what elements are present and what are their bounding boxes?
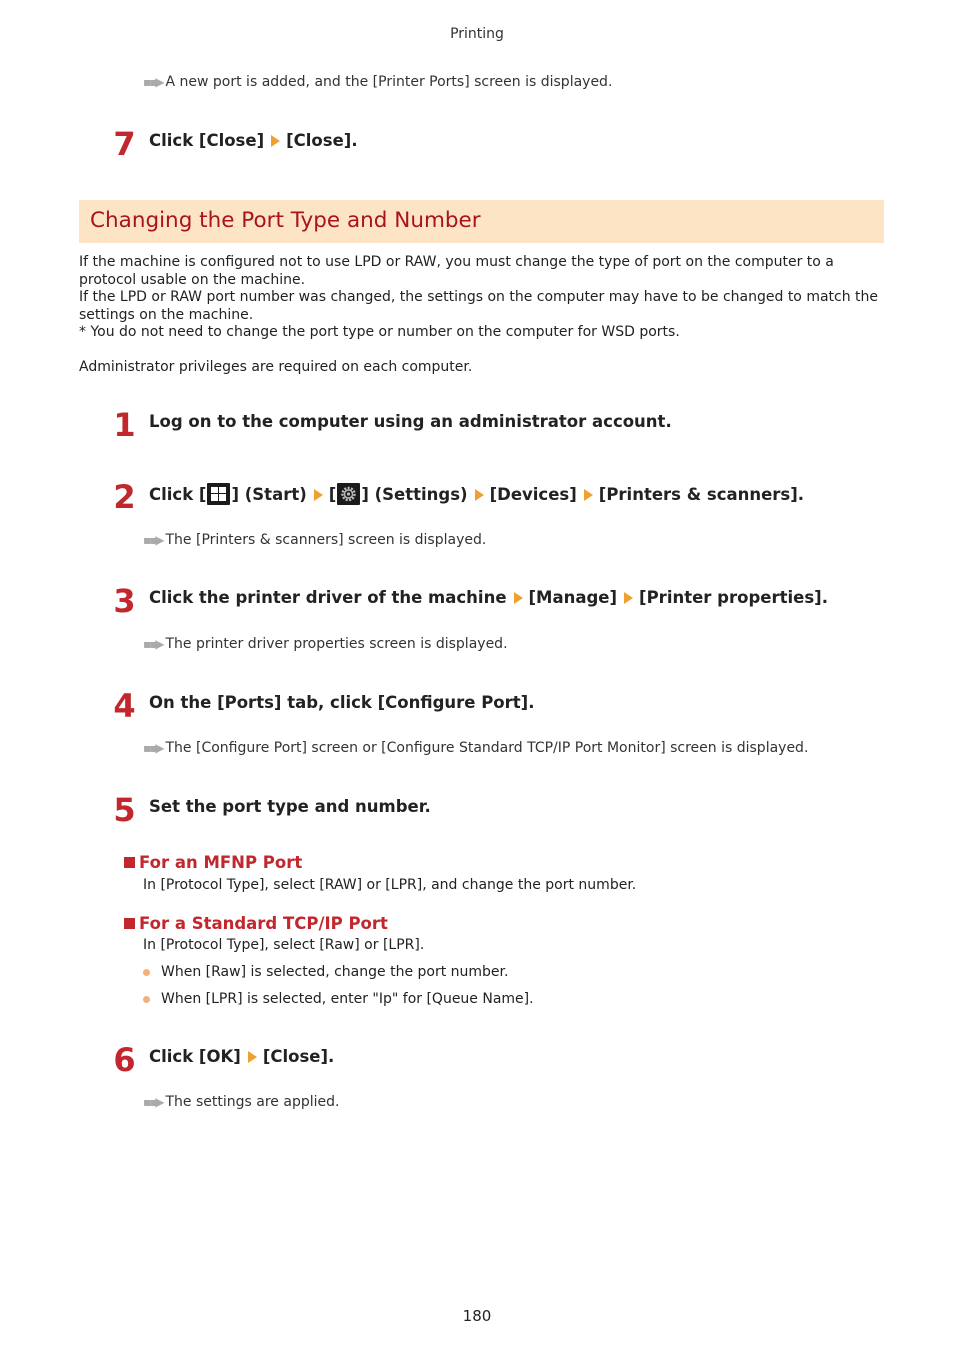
result-arrow-icon: ▪▪▶ [143,75,163,89]
step-7 [110,125,358,163]
step-3 [110,582,828,620]
arrow-right-icon [584,489,593,501]
intro-paragraph: If the machine is configured not to use LPD or RAW, you must change the type of port on the computer to a protocol usable on the machine. [79,254,834,288]
step-text: Click [OK] [Close]. [149,1047,335,1066]
prev-step-result: ▪▪▶ A new port is added, and the [Printer Ports] screen is displayed. [143,74,613,90]
step-number: 5 [113,791,135,829]
step-text: Click [Close] [Close]. [149,131,358,150]
step-3-result: ▪▪▶ The printer driver properties screen is displayed. [143,636,508,652]
page-number: 180 [462,1307,492,1325]
intro-note: * You do not need to change the port type or number on the computer for WSD ports. [79,324,680,340]
arrow-right-icon [514,592,523,604]
mfnp-heading: For an MFNP Port [124,853,302,872]
gear-icon [337,483,360,505]
mfnp-text: In [Protocol Type], select [RAW] or [LPR], and change the port number. [143,877,637,893]
step-4 [110,687,535,725]
list-item: When [Raw] is selected, change the port number. [143,964,508,980]
arrow-right-icon [475,489,484,501]
result-arrow-icon: ▪▪▶ [143,637,163,651]
intro-paragraph: If the LPD or RAW port number was changed, the settings on the computer may have to be changed to match the settings on the machine. [79,289,879,323]
step-text: On the [Ports] tab, click [Configure Port]. [149,693,535,712]
step-number: 3 [113,582,135,620]
section-heading-bar [79,200,884,243]
step-5 [110,791,431,829]
step-text: Click the printer driver of the machine [Manage] [Printer properties]. [149,588,828,607]
step-number: 6 [113,1041,135,1079]
arrow-right-icon [314,489,323,501]
step-2-result: ▪▪▶ The [Printers & scanners] screen is displayed. [143,532,487,548]
arrow-right-icon [248,1051,257,1063]
section-title: Changing the Port Type and Number [90,208,481,233]
step-number: 4 [113,687,135,725]
result-arrow-icon: ▪▪▶ [143,533,163,547]
step-number: 2 [113,478,135,516]
tcpip-text: In [Protocol Type], select [Raw] or [LPR]. [143,937,425,953]
result-arrow-icon: ▪▪▶ [143,741,163,755]
step-number: 7 [113,125,135,163]
bullet-dot-icon [143,996,150,1003]
step-number: 1 [113,406,135,444]
step-2 [110,478,805,516]
step-text: Set the port type and number. [149,797,431,816]
step-1 [110,406,672,444]
arrow-right-icon [624,592,633,604]
square-bullet-icon [124,918,135,929]
running-header: Printing [450,26,504,42]
tcpip-heading: For a Standard TCP/IP Port [124,914,388,933]
bullet-dot-icon [143,969,150,976]
list-item: When [LPR] is selected, enter "Ip" for [Queue Name]. [143,991,534,1007]
step-6 [110,1041,335,1079]
step-text: Log on to the computer using an administrator account. [149,412,672,431]
intro-paragraph: Administrator privileges are required on each computer. [79,359,473,375]
result-arrow-icon: ▪▪▶ [143,1095,163,1109]
step-4-result: ▪▪▶ The [Configure Port] screen or [Configure Standard TCP/IP Port Monitor] screen is displayed. [143,740,809,756]
windows-start-icon [207,483,230,505]
step-text: Click [ ] (Start) [ ] (Settings) [Devices] [Printers & scanners]. [149,485,805,504]
square-bullet-icon [124,857,135,868]
arrow-right-icon [271,135,280,147]
step-6-result: ▪▪▶ The settings are applied. [143,1094,340,1110]
intro-text [79,254,879,377]
